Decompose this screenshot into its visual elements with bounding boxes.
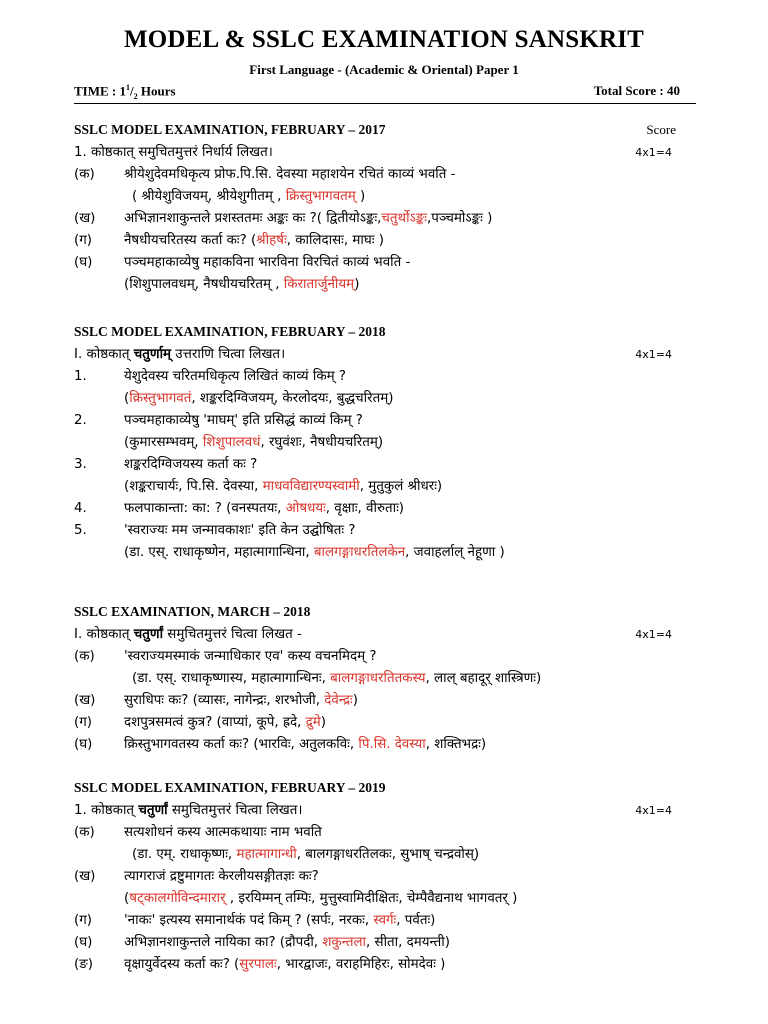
list-item: 2. पञ्चमहाकाव्येषु 'माघम्' इति प्रसिद्धं काव्यं किम् ?	[74, 413, 363, 428]
section-mar-2018	[74, 604, 694, 756]
question-line: 1. कोष्ठकात् समुचितमुत्तरं निर्धार्य लिखत। 4x1=4	[74, 142, 694, 164]
section-feb-2018	[74, 324, 694, 564]
list-item: 3. शङ्करदिग्विजयस्य कर्ता कः ?	[74, 457, 258, 472]
list-item: (घ) पञ्चमहाकाव्येषु महाकविना भारविना विरचितं काव्यं भवति -	[74, 255, 411, 270]
answer: बालगङ्गाधरतिलकेन	[313, 545, 406, 560]
list-item: (शङ्कराचार्यः, पि.सि. देवस्या, माधवविद्यारण्यस्वामी, मुतुकुलं श्रीधरः)	[124, 479, 443, 494]
list-item: (षट्कालगोविन्दमारार् , इरयिम्मन् तम्पिः, मुत्तुस्वामिदीक्षितः, चेम्पैवैद्यनाथ भागवतर् )	[124, 891, 518, 906]
marks: 4x1=4	[635, 628, 672, 641]
header-rule	[74, 103, 696, 104]
list-item: (क) सत्यशोधनं कस्य आत्मकथायाः नाम भवति	[74, 825, 322, 840]
section-heading: SSLC MODEL EXAMINATION, FEBRUARY – 2018	[74, 324, 386, 339]
answer: शिशुपालवधं	[202, 435, 261, 450]
marks: 4x1=4	[635, 804, 672, 817]
list-item: (ख) अभिज्ञानशाकुन्तले प्रशस्ततमः अङ्कः कः ?( द्वितीयोऽङ्कः,चतुर्थोऽङ्कः,पञ्चमोऽङ्कः )	[74, 211, 493, 226]
list-item: (क्रिस्तुभागवतं, शङ्करदिग्विजयम्, केरलोदयः, बुद्धचरितम्)	[124, 391, 394, 406]
list-item: (ङ) वृक्षायुर्वेदस्य कर्ता कः? (सुरपालः, भारद्वाजः, वराहमिहिरः, सोमदेवः )	[74, 957, 446, 972]
answer: ओषधयः	[285, 501, 326, 516]
answer: श्रीहर्षः	[256, 233, 287, 248]
time-score-line	[74, 83, 680, 101]
answer: किरातार्जुनीयम्	[283, 277, 355, 292]
answer: महात्मागान्धी	[236, 847, 297, 862]
answer: षट्कालगोविन्दमारार्	[129, 891, 226, 906]
answer: शकुन्तला	[322, 935, 367, 950]
time-label: TIME : $1^1/_2$ Hours	[74, 83, 176, 101]
question-line: I. कोष्ठकात् चतुर्णाम् उत्तराणि चित्वा लिखत। 4x1=4	[74, 344, 694, 366]
list-item: (क) 'स्वराज्यमस्माकं जन्माधिकार एव' कस्य वचनमिदम् ?	[74, 649, 377, 664]
list-item: (घ) अभिज्ञानशाकुन्तले नायिका का? (द्रौपदी, शकुन्तला, सीता, दमयन्ती)	[74, 935, 450, 950]
list-item: (ख) त्यागराजं द्रष्टुमागतः केरलीयसङ्गीतज्ञः कः?	[74, 869, 319, 884]
list-item: 5. 'स्वराज्यः मम जन्मावकाशः' इति केन उद्घोषितः ?	[74, 523, 356, 538]
list-item: 1. येशुदेवस्य चरितमधिकृत्य लिखितं काव्यं किम् ?	[74, 369, 346, 384]
page-subtitle: First Language - (Academic & Oriental) Paper 1	[249, 62, 519, 77]
answer: द्रुमे	[305, 715, 321, 730]
list-item: (ग) नैषधीयचरितस्य कर्ता कः? (श्रीहर्षः, कालिदासः, माघः )	[74, 233, 384, 248]
list-item: 4. फलपाकान्ता: का: ? (वनस्पतयः, ओषधयः, वृक्षाः, वीरुताः)	[74, 501, 404, 516]
list-item: (क) श्रीयेशुदेवमधिकृत्य प्रोफ.पि.सि. देवस्या महाशयेन रचितं काव्यं भवति -	[74, 167, 456, 182]
section-2017	[74, 122, 694, 296]
answer: क्रिस्तुभागवतं	[129, 391, 192, 406]
list-item: (डा. एम्. राधाकृष्णः, महात्मागान्धी, बालगङ्गाधरतिलकः, सुभाष् चन्द्रवोस्)	[132, 847, 480, 862]
list-item: (डा. एस्. राधाकृष्णास्य, महात्मागान्धिनः, बालगङ्गाधरतितकस्य, लाल् बहादूर् शास्त्रिणः)	[132, 671, 542, 686]
total-score: Total Score : 40	[593, 83, 680, 98]
list-item: (ग) दशपुत्रसमत्वं कुत्र? (वाप्यां, कूपे, ह्रदे, द्रुमे)	[74, 715, 326, 730]
section-heading: SSLC MODEL EXAMINATION, FEBRUARY – 2017 Score	[74, 122, 676, 137]
section-heading: SSLC EXAMINATION, MARCH – 2018	[74, 604, 311, 619]
answer: बालगङ्गाधरतितकस्य	[330, 671, 426, 686]
answer: स्वर्गः	[373, 913, 397, 928]
list-item: (डा. एस्. राधाकृष्णेन, महात्मागान्धिना, बालगङ्गाधरतिलकेन, जवाहर्लाल् नेहूणा )	[124, 545, 505, 560]
list-item: (ग) 'नाकः' इत्यस्य समानार्थकं पदं किम् ? (सर्पः, नरकः, स्वर्गः, पर्वतः)	[74, 913, 436, 928]
list-item: (घ) क्रिस्तुभागवतस्य कर्ता कः? (भारविः, अतुलकविः, पि.सि. देवस्या, शक्तिभद्रः)	[74, 737, 487, 752]
section-heading: SSLC MODEL EXAMINATION, FEBRUARY – 2019	[74, 780, 386, 795]
answer: पि.सि. देवस्या	[358, 737, 426, 752]
answer: माधवविद्यारण्यस्वामी	[262, 479, 360, 494]
list-item: (ख) सुराधिपः कः? (व्यासः, नागेन्द्रः, शरभोजी, देवेन्द्रः)	[74, 693, 358, 708]
question-line: 1. कोष्ठकात् चतुर्णां समुचितमुत्तरं चित्वा लिखत। 4x1=4	[74, 800, 694, 822]
marks: 4x1=4	[635, 146, 672, 159]
marks: 4x1=4	[635, 348, 672, 361]
answer: सुरपालः	[239, 957, 277, 972]
section-feb-2019	[74, 780, 694, 976]
answer: क्रिस्तुभागवतम्	[285, 189, 356, 204]
answer: देवेन्द्रः	[324, 693, 353, 708]
list-item: (शिशुपालवधम्, नैषधीयचरितम् , किरातार्जुनीयम्)	[124, 277, 360, 292]
list-item: ( श्रीयेशुविजयम्, श्रीयेशुगीतम् , क्रिस्तुभागवतम् )	[132, 189, 366, 204]
answer: चतुर्थोऽङ्कः	[381, 211, 428, 226]
score-label: Score	[646, 122, 676, 137]
page-title: MODEL & SSLC EXAMINATION SANSKRIT	[123, 26, 645, 53]
question-line: I. कोष्ठकात् चतुर्णां समुचितमुत्तरं चित्वा लिखत - 4x1=4	[74, 624, 694, 646]
list-item: (कुमारसम्भवम्, शिशुपालवधं, रघुवंशः, नैषधीयचरितम्)	[124, 435, 384, 450]
